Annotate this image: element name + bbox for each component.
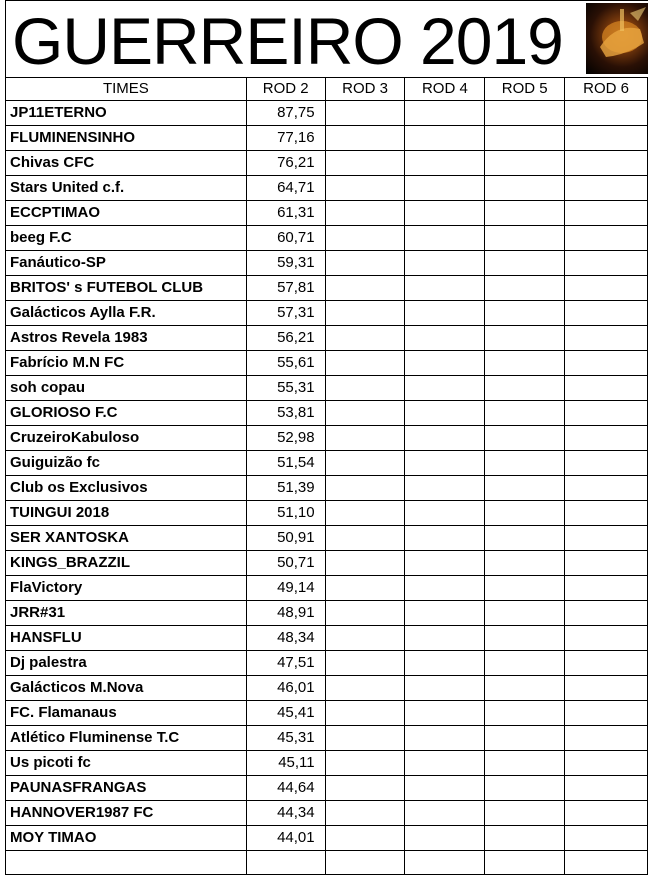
rod4-cell[interactable] [405, 701, 485, 726]
rod2-score-cell[interactable]: 57,31 [246, 301, 325, 326]
team-name-cell[interactable]: TUINGUI 2018 [6, 501, 247, 526]
rod4-cell[interactable] [405, 126, 485, 151]
table-row [6, 526, 648, 551]
rod4-cell[interactable] [405, 651, 485, 676]
team-name-cell[interactable]: Stars United c.f. [6, 176, 247, 201]
rod6-cell[interactable] [565, 601, 648, 626]
rod3-cell[interactable] [325, 276, 405, 301]
rod6-cell[interactable] [565, 551, 648, 576]
rod4-cell[interactable] [405, 601, 485, 626]
rod3-cell[interactable] [325, 501, 405, 526]
rod3-cell[interactable] [325, 226, 405, 251]
rod6-cell[interactable] [565, 251, 648, 276]
golden-helmet-icon [586, 3, 648, 74]
team-name-cell[interactable]: CruzeiroKabuloso [6, 426, 247, 451]
team-name-cell[interactable]: Fabrício M.N FC [6, 351, 247, 376]
rod3-cell[interactable] [325, 651, 405, 676]
rod3-cell[interactable] [325, 176, 405, 201]
rod6-cell[interactable] [565, 751, 648, 776]
rod2-score-cell[interactable]: 64,71 [246, 176, 325, 201]
rod6-cell[interactable] [565, 851, 648, 875]
table-row [6, 326, 648, 351]
rod4-cell[interactable] [405, 251, 485, 276]
rod3-cell[interactable] [325, 201, 405, 226]
rod3-cell[interactable] [325, 101, 405, 126]
rod4-cell[interactable] [405, 801, 485, 826]
rod2-score-cell[interactable]: 48,34 [246, 626, 325, 651]
rod6-cell[interactable] [565, 226, 648, 251]
rod4-cell[interactable] [405, 301, 485, 326]
rod4-cell[interactable] [405, 751, 485, 776]
table-row [6, 401, 648, 426]
team-name-cell[interactable] [6, 851, 247, 875]
header-row [6, 78, 648, 101]
rod5-cell[interactable] [485, 126, 565, 151]
team-name-cell[interactable]: Dj palestra [6, 651, 247, 676]
rod3-cell[interactable] [325, 551, 405, 576]
team-name-cell[interactable]: Astros Revela 1983 [6, 326, 247, 351]
rod4-cell[interactable] [405, 501, 485, 526]
team-name-cell[interactable]: FC. Flamanaus [6, 701, 247, 726]
team-name-cell[interactable]: FLUMINENSINHO [6, 126, 247, 151]
table-row [6, 576, 648, 601]
rod6-cell[interactable] [565, 626, 648, 651]
rod2-score-cell[interactable]: 49,14 [246, 576, 325, 601]
team-name-cell[interactable]: Fanáutico-SP [6, 251, 247, 276]
rod2-score-cell[interactable]: 53,81 [246, 401, 325, 426]
rod3-cell[interactable] [325, 351, 405, 376]
rod2-score-cell[interactable]: 52,98 [246, 426, 325, 451]
rod3-cell[interactable] [325, 751, 405, 776]
table-row [6, 751, 648, 776]
rod4-cell[interactable] [405, 201, 485, 226]
rod6-cell[interactable] [565, 101, 648, 126]
rod4-cell[interactable] [405, 826, 485, 851]
team-name-cell[interactable]: SER XANTOSKA [6, 526, 247, 551]
team-name-cell[interactable]: beeg F.C [6, 226, 247, 251]
rod5-cell[interactable] [485, 601, 565, 626]
team-name-cell[interactable]: HANNOVER1987 FC [6, 801, 247, 826]
rod3-cell[interactable] [325, 301, 405, 326]
rod3-cell[interactable] [325, 726, 405, 751]
rod3-cell[interactable] [325, 801, 405, 826]
rod2-score-cell[interactable]: 56,21 [246, 326, 325, 351]
team-name-cell[interactable]: Us picoti fc [6, 751, 247, 776]
rod5-cell[interactable] [485, 201, 565, 226]
table-row [6, 276, 648, 301]
rod4-cell[interactable] [405, 726, 485, 751]
rod5-cell[interactable] [485, 801, 565, 826]
rod2-score-cell[interactable]: 45,41 [246, 701, 325, 726]
rod5-cell[interactable] [485, 251, 565, 276]
rod4-cell[interactable] [405, 101, 485, 126]
rod6-cell[interactable] [565, 351, 648, 376]
table-row [6, 301, 648, 326]
rod2-score-cell[interactable]: 77,16 [246, 126, 325, 151]
team-name-cell[interactable]: FlaVictory [6, 576, 247, 601]
rod2-score-cell[interactable]: 50,91 [246, 526, 325, 551]
rod4-cell[interactable] [405, 151, 485, 176]
rod6-cell[interactable] [565, 576, 648, 601]
rod5-cell[interactable] [485, 351, 565, 376]
rod3-cell[interactable] [325, 251, 405, 276]
rod6-cell[interactable] [565, 151, 648, 176]
header-times[interactable]: TIMES [6, 78, 247, 101]
rod5-cell[interactable] [485, 551, 565, 576]
table-row [6, 701, 648, 726]
team-name-cell[interactable]: PAUNASFRANGAS [6, 776, 247, 801]
team-name-cell[interactable]: JRR#31 [6, 601, 247, 626]
table-row [6, 101, 648, 126]
table-row [6, 226, 648, 251]
rod2-score-cell[interactable]: 47,51 [246, 651, 325, 676]
rod2-score-cell[interactable]: 44,01 [246, 826, 325, 851]
rod2-score-cell[interactable]: 87,75 [246, 101, 325, 126]
table-row [6, 201, 648, 226]
rod4-cell[interactable] [405, 626, 485, 651]
rod2-score-cell[interactable]: 48,91 [246, 601, 325, 626]
rod6-cell[interactable] [565, 826, 648, 851]
rod3-cell[interactable] [325, 701, 405, 726]
rod6-cell[interactable] [565, 401, 648, 426]
rod2-score-cell[interactable]: 51,10 [246, 501, 325, 526]
rod5-cell[interactable] [485, 526, 565, 551]
rod6-cell[interactable] [565, 201, 648, 226]
rod6-cell[interactable] [565, 651, 648, 676]
rod3-cell[interactable] [325, 526, 405, 551]
rod2-score-cell[interactable]: 76,21 [246, 151, 325, 176]
team-name-cell[interactable]: Chivas CFC [6, 151, 247, 176]
rod5-cell[interactable] [485, 676, 565, 701]
rod2-score-cell[interactable]: 51,54 [246, 451, 325, 476]
table-row [6, 551, 648, 576]
table-row [6, 801, 648, 826]
rod2-score-cell[interactable]: 45,11 [246, 751, 325, 776]
rod5-cell[interactable] [485, 476, 565, 501]
rod4-cell[interactable] [405, 676, 485, 701]
rod3-cell[interactable] [325, 151, 405, 176]
rod5-cell[interactable] [485, 701, 565, 726]
rod6-cell[interactable] [565, 451, 648, 476]
rod2-score-cell[interactable]: 55,61 [246, 351, 325, 376]
rod3-cell[interactable] [325, 826, 405, 851]
table-row [6, 501, 648, 526]
table-row [6, 476, 648, 501]
table-row [6, 176, 648, 201]
rod2-score-cell[interactable]: 61,31 [246, 201, 325, 226]
rod5-cell[interactable] [485, 501, 565, 526]
table-row [6, 651, 648, 676]
rod6-cell[interactable] [565, 476, 648, 501]
rod4-cell[interactable] [405, 351, 485, 376]
team-name-cell[interactable]: BRITOS' s FUTEBOL CLUB [6, 276, 247, 301]
team-name-cell[interactable]: GLORIOSO F.C [6, 401, 247, 426]
rod4-cell[interactable] [405, 376, 485, 401]
team-name-cell[interactable]: Guiguizão fc [6, 451, 247, 476]
rod2-score-cell[interactable]: 50,71 [246, 551, 325, 576]
rod4-cell[interactable] [405, 776, 485, 801]
rod4-cell[interactable] [405, 176, 485, 201]
header-rod3[interactable]: ROD 3 [325, 78, 405, 101]
rod5-cell[interactable] [485, 826, 565, 851]
standings-table [5, 77, 648, 875]
table-row [6, 601, 648, 626]
rod3-cell[interactable] [325, 851, 405, 875]
rod6-cell[interactable] [565, 376, 648, 401]
rod5-cell[interactable] [485, 751, 565, 776]
rod3-cell[interactable] [325, 376, 405, 401]
rod2-score-cell[interactable]: 55,31 [246, 376, 325, 401]
rod4-cell[interactable] [405, 401, 485, 426]
rod5-cell[interactable] [485, 101, 565, 126]
team-name-cell[interactable]: HANSFLU [6, 626, 247, 651]
table-row [6, 626, 648, 651]
rod3-cell[interactable] [325, 126, 405, 151]
team-name-cell[interactable]: MOY TIMAO [6, 826, 247, 851]
rod5-cell[interactable] [485, 626, 565, 651]
rod6-cell[interactable] [565, 701, 648, 726]
rod3-cell[interactable] [325, 576, 405, 601]
rod6-cell[interactable] [565, 801, 648, 826]
rod6-cell[interactable] [565, 176, 648, 201]
rod4-cell[interactable] [405, 451, 485, 476]
rod3-cell[interactable] [325, 601, 405, 626]
rod5-cell[interactable] [485, 151, 565, 176]
rod5-cell[interactable] [485, 176, 565, 201]
rod4-cell[interactable] [405, 276, 485, 301]
rod5-cell[interactable] [485, 276, 565, 301]
table-row [6, 126, 648, 151]
table-row [6, 426, 648, 451]
table-row [6, 251, 648, 276]
team-name-cell[interactable]: JP11ETERNO [6, 101, 247, 126]
rod4-cell[interactable] [405, 326, 485, 351]
rod6-cell[interactable] [565, 126, 648, 151]
team-name-cell[interactable]: soh copau [6, 376, 247, 401]
table-row [6, 726, 648, 751]
rod3-cell[interactable] [325, 476, 405, 501]
rod3-cell[interactable] [325, 401, 405, 426]
table-row [6, 776, 648, 801]
header-rod6[interactable]: ROD 6 [565, 78, 648, 101]
rod5-cell[interactable] [485, 301, 565, 326]
rod6-cell[interactable] [565, 326, 648, 351]
rod3-cell[interactable] [325, 326, 405, 351]
rod2-score-cell[interactable]: 57,81 [246, 276, 325, 301]
rod5-cell[interactable] [485, 226, 565, 251]
rod2-score-cell[interactable]: 45,31 [246, 726, 325, 751]
rod6-cell[interactable] [565, 426, 648, 451]
rod5-cell[interactable] [485, 451, 565, 476]
header-rod5[interactable]: ROD 5 [485, 78, 565, 101]
rod6-cell[interactable] [565, 526, 648, 551]
rod2-score-cell[interactable]: 44,34 [246, 801, 325, 826]
team-name-cell[interactable]: Atlético Fluminense T.C [6, 726, 247, 751]
table-row [6, 826, 648, 851]
rod5-cell[interactable] [485, 426, 565, 451]
rod6-cell[interactable] [565, 676, 648, 701]
table-row [6, 851, 648, 875]
rod5-cell[interactable] [485, 726, 565, 751]
rod3-cell[interactable] [325, 451, 405, 476]
rod6-cell[interactable] [565, 776, 648, 801]
rod2-score-cell[interactable]: 59,31 [246, 251, 325, 276]
rod5-cell[interactable] [485, 651, 565, 676]
rod4-cell[interactable] [405, 426, 485, 451]
rod3-cell[interactable] [325, 426, 405, 451]
header-rod4[interactable]: ROD 4 [405, 78, 485, 101]
rod4-cell[interactable] [405, 526, 485, 551]
rod3-cell[interactable] [325, 776, 405, 801]
rod4-cell[interactable] [405, 226, 485, 251]
rod4-cell[interactable] [405, 476, 485, 501]
table-row [6, 376, 648, 401]
rod2-score-cell[interactable]: 46,01 [246, 676, 325, 701]
team-name-cell[interactable]: Galácticos M.Nova [6, 676, 247, 701]
rod4-cell[interactable] [405, 851, 485, 875]
rod6-cell[interactable] [565, 276, 648, 301]
header-rod2[interactable]: ROD 2 [246, 78, 325, 101]
table-row [6, 676, 648, 701]
rod2-score-cell[interactable]: 60,71 [246, 226, 325, 251]
table-row [6, 451, 648, 476]
title-row [5, 0, 648, 77]
rod5-cell[interactable] [485, 326, 565, 351]
rod6-cell[interactable] [565, 501, 648, 526]
sheet-title: GUERREIRO 2019 [12, 4, 563, 78]
rod5-cell[interactable] [485, 401, 565, 426]
table-row [6, 151, 648, 176]
rod5-cell[interactable] [485, 851, 565, 875]
rod3-cell[interactable] [325, 626, 405, 651]
rod6-cell[interactable] [565, 301, 648, 326]
rod2-score-cell[interactable]: 44,64 [246, 776, 325, 801]
team-name-cell[interactable]: Galácticos Aylla F.R. [6, 301, 247, 326]
rod2-score-cell[interactable]: 51,39 [246, 476, 325, 501]
rod6-cell[interactable] [565, 726, 648, 751]
team-name-cell[interactable]: ECCPTIMAO [6, 201, 247, 226]
rod5-cell[interactable] [485, 376, 565, 401]
rod4-cell[interactable] [405, 551, 485, 576]
rod5-cell[interactable] [485, 576, 565, 601]
team-name-cell[interactable]: Club os Exclusivos [6, 476, 247, 501]
rod4-cell[interactable] [405, 576, 485, 601]
team-name-cell[interactable]: KINGS_BRAZZIL [6, 551, 247, 576]
rod3-cell[interactable] [325, 676, 405, 701]
rod5-cell[interactable] [485, 776, 565, 801]
rod2-score-cell[interactable] [246, 851, 325, 875]
table-row [6, 351, 648, 376]
